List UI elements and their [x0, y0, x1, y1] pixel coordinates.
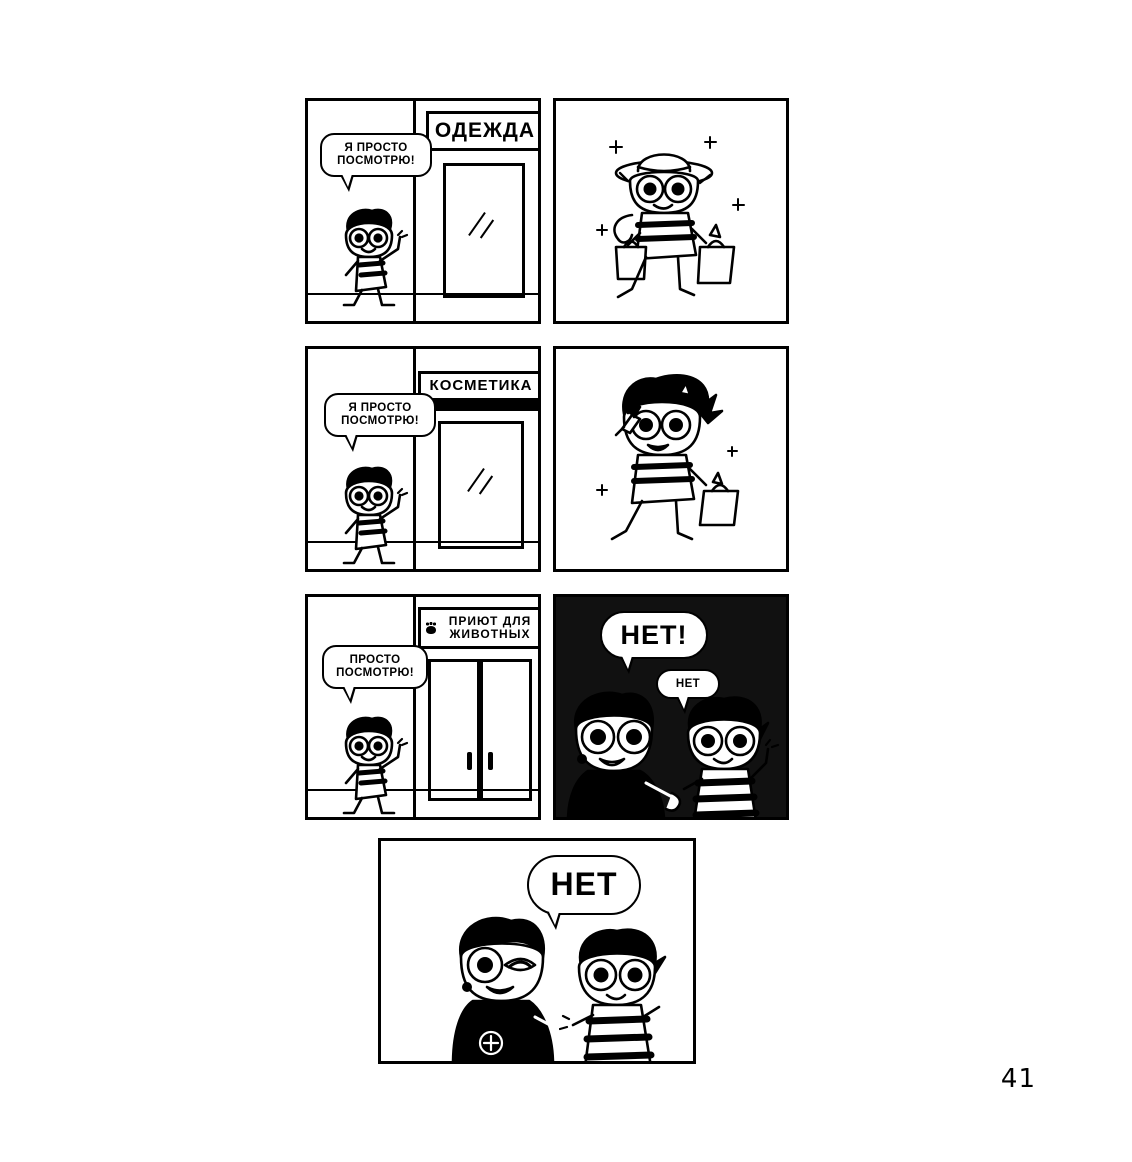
speech-no-shout: НЕТ! — [600, 611, 708, 659]
speech-no-final: НЕТ — [527, 855, 641, 915]
shelter-door-left — [428, 659, 480, 801]
store-sign-animal-shelter-label: ПРИЮТ ДЛЯ ЖИВОТНЫХ — [448, 614, 532, 641]
speech-no-small: НЕТ — [656, 669, 720, 699]
comic-panel-5 — [305, 594, 541, 820]
store-sign-animal-shelter — [418, 607, 541, 649]
comic-panel-7 — [378, 838, 696, 1064]
store-sign-cosmetics: КОСМЕТИКА — [418, 371, 541, 401]
speech-just-looking-2: Я ПРОСТО ПОСМОТРЮ! — [324, 393, 436, 437]
comic-panel-4 — [553, 346, 789, 572]
shelter-door-right — [480, 659, 532, 801]
comic-panel-2 — [553, 98, 789, 324]
girl-walking-figure — [328, 205, 420, 309]
store-sign-clothes: ОДЕЖДА — [426, 111, 541, 151]
speech-just-looking-1: Я ПРОСТО ПОСМОТРЮ! — [320, 133, 432, 177]
girl-with-shopping-bags-hat-figure — [588, 129, 760, 305]
paw-icon — [425, 622, 438, 635]
comic-panel-6 — [553, 594, 789, 820]
speech-just-looking-3: ПРОСТО ПОСМОТРЮ! — [322, 645, 428, 689]
store-door — [443, 163, 525, 298]
comic-panel-1 — [305, 98, 541, 324]
storefront-awning — [418, 401, 541, 411]
girl-walking-figure — [328, 713, 420, 817]
store-door — [438, 421, 524, 549]
page-number: 41 — [1000, 1064, 1036, 1094]
comic-panel-3 — [305, 346, 541, 572]
girl-pleading-figure — [559, 927, 689, 1064]
girl-with-makeup-figure — [582, 369, 764, 553]
girl-walking-figure — [328, 463, 420, 567]
